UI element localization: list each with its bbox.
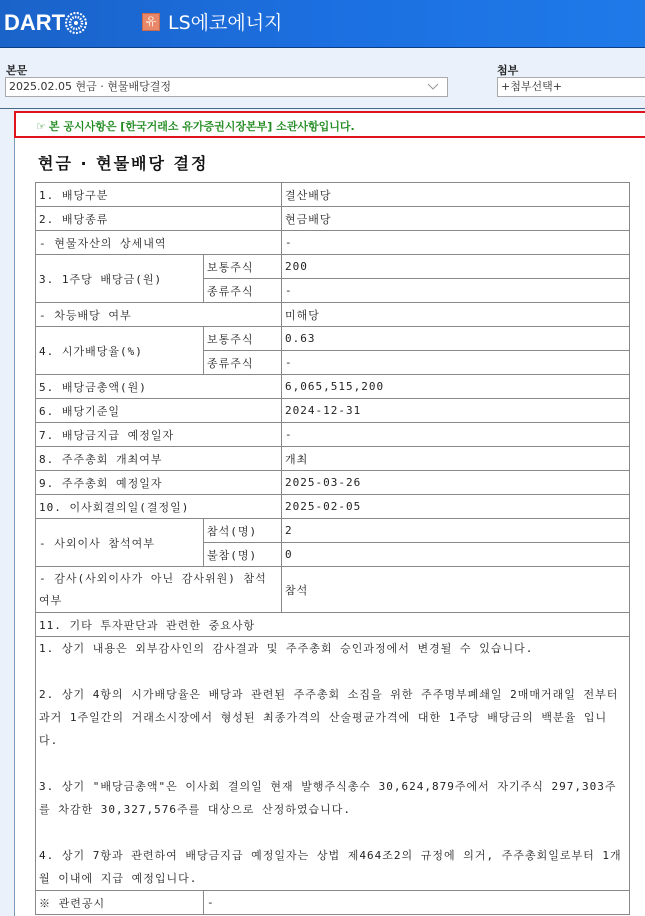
row-sublabel: 참석(명) <box>204 519 282 543</box>
table-row <box>36 447 630 471</box>
row-value: 0.63 <box>282 327 630 351</box>
row-value: 2 <box>282 519 630 543</box>
table-row <box>36 375 630 399</box>
table-row <box>36 327 630 351</box>
table-row <box>36 423 630 447</box>
dividend-decision-table <box>35 182 630 915</box>
important-notes <box>36 637 630 891</box>
table-row <box>36 495 630 519</box>
row-value: 참석 <box>282 567 630 613</box>
logo-text: DART <box>4 10 66 35</box>
row-label: 6. 배당기준일 <box>36 399 282 423</box>
table-row <box>36 567 630 613</box>
attach-select-label: 첨부 <box>497 64 519 77</box>
table-row <box>36 637 630 891</box>
row-sublabel: 보통주식 <box>204 255 282 279</box>
row-value: 0 <box>282 543 630 567</box>
header-divider <box>0 108 645 109</box>
dart-logo[interactable] <box>4 9 88 37</box>
row-value: 개최 <box>282 447 630 471</box>
row-sublabel: 불참(명) <box>204 543 282 567</box>
table-row <box>36 255 630 279</box>
company-heading <box>142 8 282 35</box>
company-name: LS에코에너지 <box>168 12 283 34</box>
note-3: 3. 상기 "배당금총액"은 이사회 결의일 현재 발행주식총수 30,624,879주에서 자기주식 297,303주를 차감한 30,327,576주를 대상으로 산정하였습니다. <box>39 780 617 816</box>
row-label: 1. 배당구분 <box>36 183 282 207</box>
row-label: 2. 배당종류 <box>36 207 282 231</box>
note-1: 1. 상기 내용은 외부감사인의 감사결과 및 주주총회 승인과정에서 변경될 수 있습니다. <box>39 642 534 655</box>
row-value: 200 <box>282 255 630 279</box>
pointing-hand-icon: ☞ <box>36 120 46 133</box>
row-value: - <box>204 891 630 915</box>
row-value: 현금배당 <box>282 207 630 231</box>
row-label: 5. 배당금총액(원) <box>36 375 282 399</box>
row-label: 8. 주주총회 개최여부 <box>36 447 282 471</box>
attach-select-value: +첨부선택+ <box>501 80 562 93</box>
row-value: - <box>282 231 630 255</box>
note-2: 2. 상기 4항의 시가배당율은 배당과 관련된 주주총회 소집을 위한 주주명부폐쇄일 2매매거래일 전부터 과거 1주일간의 거래소시장에서 형성된 최종가격의 산술평균가격에 대한 1주당 배당금의 백분율 입니다. <box>39 688 619 747</box>
row-sublabel: 종류주식 <box>204 279 282 303</box>
row-value: 6,065,515,200 <box>282 375 630 399</box>
row-value: 2024-12-31 <box>282 399 630 423</box>
row-label: 4. 시가배당율(%) <box>36 327 204 375</box>
body-select-value: 2025.02.05 현금 · 현물배당결정 <box>9 80 171 93</box>
table-row <box>36 183 630 207</box>
body-document-select[interactable] <box>5 77 448 97</box>
row-label: 9. 주주총회 예정일자 <box>36 471 282 495</box>
row-value: 결산배당 <box>282 183 630 207</box>
row-label: 7. 배당금지급 예정일자 <box>36 423 282 447</box>
chevron-down-icon <box>427 81 439 93</box>
row-value: - <box>282 351 630 375</box>
document-title: 현금 · 현물배당 결정 <box>38 154 209 173</box>
row-label: 11. 기타 투자판단과 관련한 중요사항 <box>36 613 630 637</box>
table-row <box>36 519 630 543</box>
table-row <box>36 891 630 915</box>
row-value: 2025-02-05 <box>282 495 630 519</box>
top-header-bar <box>0 0 645 48</box>
row-label: 10. 이사회결의일(결정일) <box>36 495 282 519</box>
attachment-select[interactable] <box>497 77 645 97</box>
row-value: - <box>282 279 630 303</box>
row-label: ※ 관련공시 <box>36 891 204 915</box>
market-badge: 유 <box>142 13 160 31</box>
row-sublabel: 종류주식 <box>204 351 282 375</box>
row-value: 미해당 <box>282 303 630 327</box>
row-label: - 감사(사외이사가 아닌 감사위원) 참석여부 <box>36 567 282 613</box>
row-value: 2025-03-26 <box>282 471 630 495</box>
row-label: - 사외이사 참석여부 <box>36 519 204 567</box>
table-row <box>36 303 630 327</box>
table-row <box>36 399 630 423</box>
body-select-label: 본문 <box>6 64 28 77</box>
table-row <box>36 471 630 495</box>
row-label: - 차등배당 여부 <box>36 303 282 327</box>
row-label: - 현물자산의 상세내역 <box>36 231 282 255</box>
row-value: - <box>282 423 630 447</box>
table-row <box>36 613 630 637</box>
table-row <box>36 231 630 255</box>
jurisdiction-notice <box>14 111 645 138</box>
table-row <box>36 207 630 231</box>
row-label: 3. 1주당 배당금(원) <box>36 255 204 303</box>
notice-text: 본 공시사항은 [한국거래소 유가증권시장본부] 소관사항입니다. <box>48 120 355 133</box>
row-sublabel: 보통주식 <box>204 327 282 351</box>
note-4: 4. 상기 7항과 관련하여 배당금지급 예정일자는 상법 제464조2의 규정에 의거, 주주총회일로부터 1개월 이내에 지급 예정입니다. <box>39 849 622 885</box>
sunburst-logo-icon <box>64 11 88 35</box>
